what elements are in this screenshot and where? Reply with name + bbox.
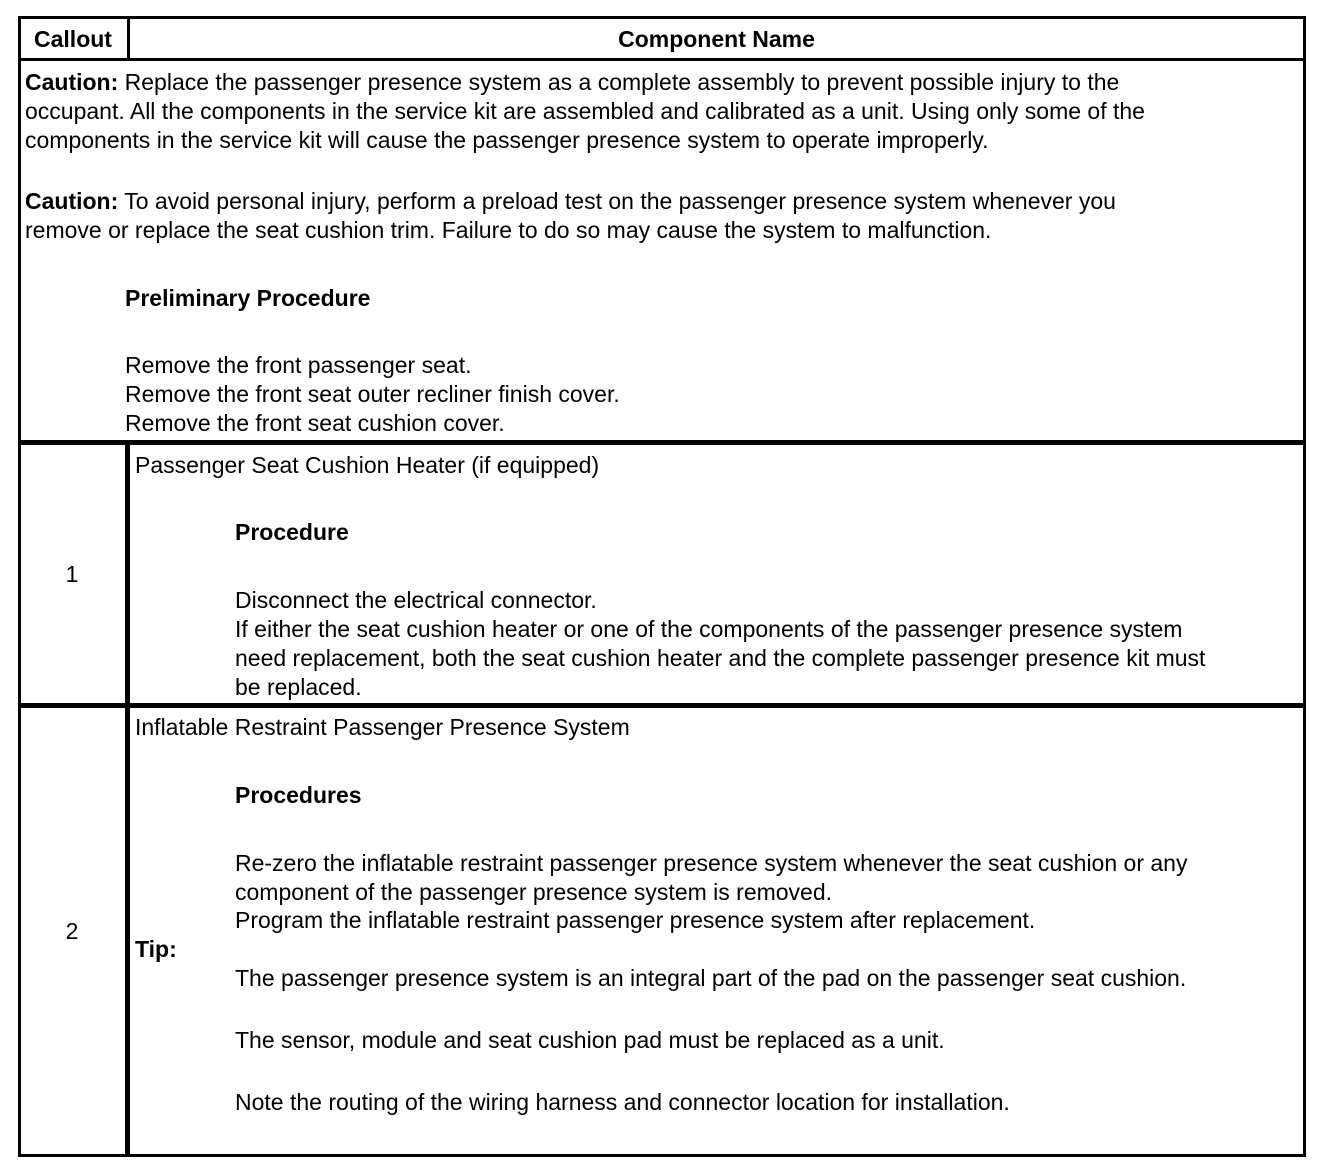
- row-1-procedure-heading: Procedure: [235, 519, 349, 545]
- row-2-tip-label: Tip:: [135, 936, 177, 962]
- row-2-component: Inflatable Restraint Passenger Presence System: [135, 714, 630, 740]
- row-1-callout: 1: [65, 561, 79, 587]
- header-component-name: Component Name: [618, 26, 815, 52]
- preliminary-step-1: Remove the front passenger seat.: [125, 352, 472, 378]
- preliminary-step-2: Remove the front seat outer recliner finish cover.: [125, 381, 620, 407]
- row-2-line-2: component of the passenger presence system is removed.: [235, 879, 833, 905]
- header-callout: Callout: [34, 26, 112, 52]
- row-1-line-4: be replaced.: [235, 674, 362, 700]
- preliminary-heading: Preliminary Procedure: [125, 285, 371, 311]
- row-1-line-3: need replacement, both the seat cushion heater and the complete passenger presence kit must: [235, 645, 1206, 671]
- row-2-line-3: Program the inflatable restraint passenger presence system after replacement.: [235, 907, 1036, 933]
- row1-divider: [18, 703, 1306, 708]
- table-border-right: [1303, 16, 1306, 1157]
- component-table: [18, 16, 1306, 1157]
- caution-1-label: Caution:: [25, 69, 119, 95]
- table-border-bottom: [18, 1154, 1306, 1157]
- row-2-callout: 2: [65, 918, 79, 944]
- caution-1-line-2: occupant. All the components in the service kit are assembled and calibrated as a unit. Using only some of the: [25, 98, 1145, 124]
- preliminary-step-3: Remove the front seat cushion cover.: [125, 410, 505, 436]
- header-row-divider: [18, 58, 1306, 61]
- row-1-line-1: Disconnect the electrical connector.: [235, 587, 597, 613]
- row-2-line-1: Re-zero the inflatable restraint passenger presence system whenever the seat cushion or any: [235, 850, 1188, 876]
- general-row-divider: [18, 440, 1306, 445]
- row-1-line-2: If either the seat cushion heater or one of the components of the passenger presence system: [235, 616, 1183, 642]
- caution-2-label: Caution:: [25, 188, 119, 214]
- row-2-procedures-heading: Procedures: [235, 782, 362, 808]
- caution-1-line-1: Caution: Replace the passenger presence system as a complete assembly to prevent possible injury to the: [25, 69, 1120, 95]
- callout-column-divider: [125, 442, 130, 1156]
- row-2-tip-3: Note the routing of the wiring harness and connector location for installation.: [235, 1089, 1010, 1115]
- caution-2-line-2: remove or replace the seat cushion trim. Failure to do so may cause the system to malfunction.: [25, 217, 992, 243]
- row-2-tip-1: The passenger presence system is an integral part of the pad on the passenger seat cushion.: [235, 965, 1187, 991]
- row-2-tip-2: The sensor, module and seat cushion pad must be replaced as a unit.: [235, 1027, 945, 1053]
- caution-1-line-3: components in the service kit will cause the passenger presence system to operate improperly.: [25, 127, 989, 153]
- row-1-component: Passenger Seat Cushion Heater (if equipped): [135, 452, 600, 478]
- table-border-top: [18, 16, 1306, 19]
- caution-2-line-1: Caution: To avoid personal injury, perform a preload test on the passenger presence system whenever you: [25, 188, 1116, 214]
